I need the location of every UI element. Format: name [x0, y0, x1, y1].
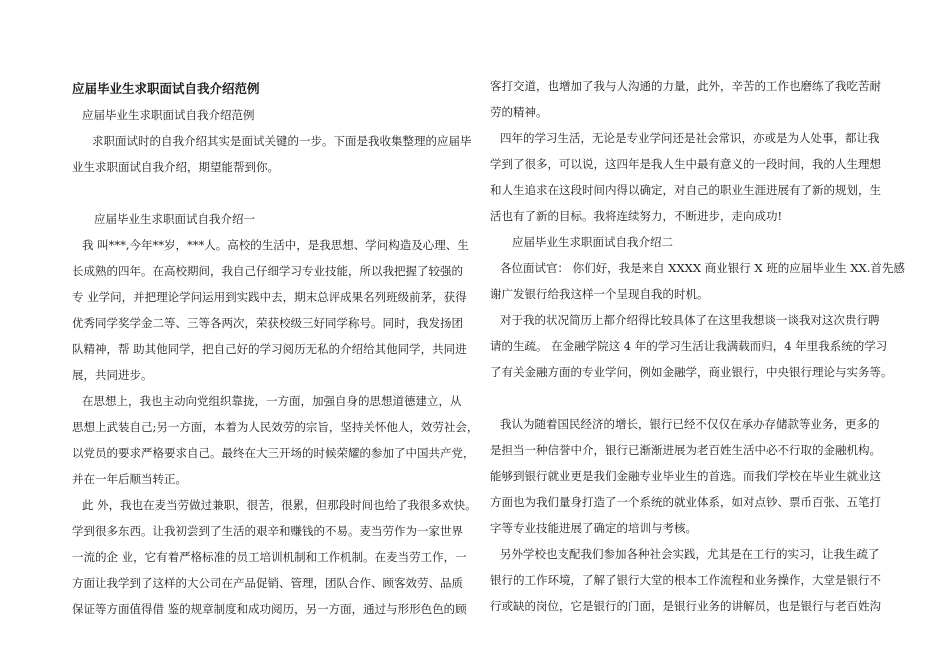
text-line: 业生求职面试自我介绍，期望能帮到你。	[72, 160, 279, 174]
text-line: 优秀同学奖学金二等、三等各两次，荣获校级三好同学称号。同时，我发扬团	[72, 316, 463, 330]
text-line: 应届毕业生求职面试自我介绍范例	[82, 108, 255, 122]
text-line: 谢广发银行给我这样一个呈现自我的时机。	[490, 287, 709, 301]
text-line: 和人生追求在这段时间内得以确定，对自己的职业生涯进展有了新的规划，生	[490, 183, 881, 197]
text-line: 一流的企 业，它有着严格标准的员工培训机制和工作机制。在麦当劳工作，一	[72, 550, 467, 564]
document-title: 应届毕业生求职面试自我介绍范例	[72, 81, 260, 96]
text-line: 求职面试时的自我介绍其实是面试关键的一步。下面是我收集整理的应届毕	[92, 134, 472, 148]
text-line: 长成熟的四年。在高校期间，我自己仔细学习专业技能，所以我把握了较强的	[72, 264, 463, 278]
text-line: 方面让我学到了这样的大公司在产品促销、管理，团队合作、顾客效劳、品质	[72, 576, 463, 590]
text-line: 是担当一种信誉中介，银行已渐渐进展为老百姓生活中必不行取的金融机构。	[490, 443, 881, 457]
text-line: 展，共同进步。	[72, 368, 153, 382]
text-line: 劳的精神。	[490, 105, 548, 119]
text-line: 能够到银行就业更是我们金融专业毕业生的首选。而我们学校在毕业生就业这	[490, 469, 881, 483]
text-line: 另外学校也支配我们参加各种社会实践，尤其是在工行的实习，让我生疏了	[500, 547, 880, 561]
text-line: 我认为随着国民经济的增长，银行已经不仅仅在承办存储款等业务，更多的	[500, 417, 880, 431]
text-line: 请的生疏。 在金融学院这 4 年的学习生活让我满载而归，4 年里我系统的学习	[490, 339, 888, 353]
right-column	[490, 73, 905, 619]
text-line: 学到很多东西。让我初尝到了生活的艰辛和赚钱的不易。麦当劳作为一家世界	[72, 524, 463, 538]
text-line: 方面也为我们量身打造了一个系统的就业体系，如对点钞、票币百张、五笔打	[490, 495, 881, 509]
text-line: 思想上武装自己;另一方面，本着为人民效劳的宗旨，坚持关怀他人，效劳社会，	[72, 420, 479, 434]
text-line: 专 业学问，并把理论学问运用到实践中去，期末总评成果名列班级前茅，获得	[72, 290, 467, 304]
text-line: 我 叫***,今年**岁，***人。高校的生活中，是我思想、学问构造及心理、生	[82, 238, 469, 252]
text-line: 活也有了新的目标。我将连续努力，不断进步，走向成功!	[490, 209, 783, 223]
left-column	[72, 76, 479, 622]
text-line	[490, 385, 882, 411]
text-line: 在思想上，我也主动向党组织靠拢，一方面，加强自身的思想道德建立，从	[82, 394, 462, 408]
text-line	[72, 180, 464, 206]
text-line: 行或缺的岗位，它是银行的门面，是银行业务的讲解员，也是银行与老百姓沟	[490, 599, 881, 613]
text-line: 以党员的要求严格要求自己。最终在大三开场的时候荣耀的参加了中国共产党，	[72, 446, 475, 460]
left-column-body	[72, 102, 479, 622]
text-line: 了有关金融方面的专业学问，例如金融学，商业银行，中央银行理论与实务等。	[490, 365, 893, 379]
text-line: 字等专业技能进展了确定的培训与考核。	[490, 521, 697, 535]
text-line: 此 外，我也在麦当劳做过兼职，很苦，很累，但那段时间也给了我很多欢快。	[82, 498, 477, 512]
text-line: 保证等方面值得借 鉴的规章制度和成功阅历，另一方面，通过与形形色色的顾	[72, 602, 467, 616]
text-line: 并在一年后顺当转正。	[72, 472, 187, 486]
right-column-body	[490, 73, 905, 619]
text-line: 队精神，帮 助其他同学，把自己好的学习阅历无私的介绍给其他同学，共同进	[72, 342, 467, 356]
text-line: 四年的学习生活，无论是专业学问还是社会常识，亦或是为人处事，都让我	[500, 131, 880, 145]
text-line: 对于我的状况简历上都介绍得比较具体了在这里我想谈一谈我对这次贵行聘	[500, 313, 880, 327]
text-line: 各位面试官： 你们好，我是来自 XXXX 商业银行 X 班的应届毕业生 XX.首先感	[500, 261, 905, 275]
text-line: 应届毕业生求职面试自我介绍二	[512, 235, 673, 249]
text-line: 银行的工作环境，了解了银行大堂的根本工作流程和业务操作，大堂是银行不	[490, 573, 881, 587]
text-line: 应届毕业生求职面试自我介绍一	[94, 212, 255, 226]
text-line: 客打交道，也增加了我与人沟通的力量，此外，辛苦的工作也磨练了我吃苦耐	[490, 79, 881, 93]
text-line: 学到了很多，可以说，这四年是我人生中最有意义的一段时间，我的人生理想	[490, 157, 881, 171]
